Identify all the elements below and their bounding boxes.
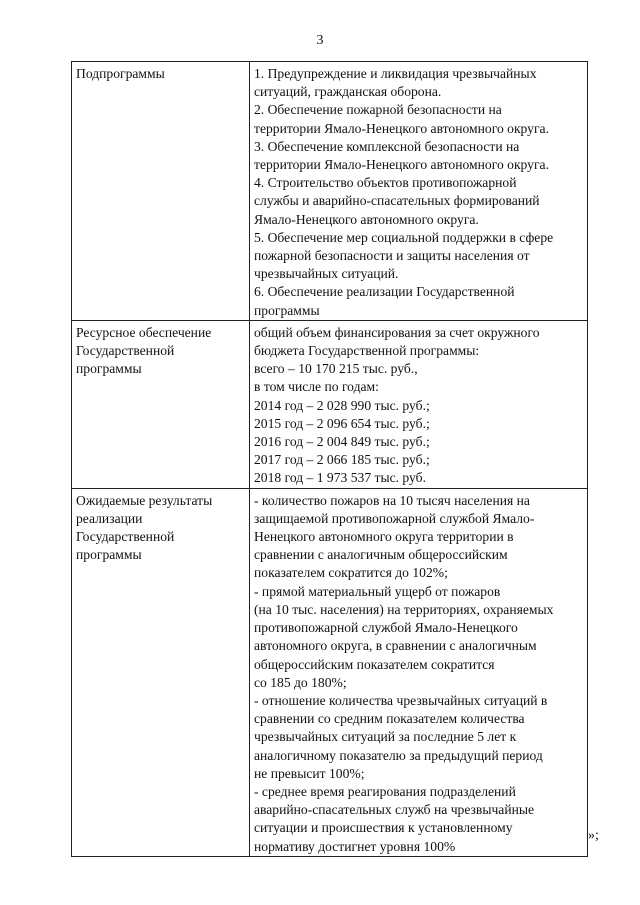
table-row — [72, 62, 588, 321]
row-content-line: 6. Обеспечение реализации Государственной — [254, 284, 515, 300]
row-content-line: 2016 год – 2 004 849 тыс. руб.; — [254, 434, 430, 450]
row-content-line: 2014 год – 2 028 990 тыс. руб.; — [254, 397, 430, 413]
row-label-cell — [72, 488, 250, 856]
row-label-line: программы — [76, 547, 142, 563]
row-content-line: чрезвычайных ситуаций за последние 5 лет к — [254, 729, 517, 745]
row-content-line: 4. Строительство объектов противопожарной — [254, 175, 517, 191]
row-content-line: территории Ямало-Ненецкого автономного округа. — [254, 120, 549, 136]
row-content-line: со 185 до 180%; — [254, 674, 347, 690]
row-label-line: Государственной — [76, 343, 175, 359]
row-content-line: - отношение количества чрезвычайных ситуаций в — [254, 692, 548, 708]
row-content-line: автономного округа, в сравнении с аналогичным — [254, 638, 537, 654]
row-content-line: Ненецкого автономного округа территории в — [254, 529, 514, 545]
row-content-line: 5. Обеспечение мер социальной поддержки в сфере — [254, 229, 554, 245]
closing-quote-mark: »; — [588, 828, 599, 843]
row-content-line: сравнении с аналогичным общероссийским — [254, 547, 508, 563]
row-content-line: противопожарной службой Ямало-Ненецкого — [254, 620, 518, 636]
program-passport-table — [71, 61, 588, 857]
row-content-line: программы — [254, 302, 320, 318]
row-content-line: - количество пожаров на 10 тысяч населения на — [254, 492, 530, 508]
row-content-line: сравнении со средним показателем количества — [254, 711, 525, 727]
row-label-line: Государственной — [76, 529, 175, 545]
row-content-line: - среднее время реагирования подразделений — [254, 783, 516, 799]
row-content-line: 2015 год – 2 096 654 тыс. руб.; — [254, 415, 430, 431]
row-label-line: Ресурсное обеспечение — [76, 324, 212, 340]
row-content-line: (на 10 тыс. населения) на территориях, охраняемых — [254, 601, 554, 617]
row-content-line: не превысит 100%; — [254, 765, 365, 781]
row-content-line: чрезвычайных ситуаций. — [254, 266, 399, 282]
row-content-cell — [250, 488, 588, 856]
row-content-line: показателем сократится до 102%; — [254, 565, 448, 581]
row-content-cell — [250, 320, 588, 488]
table-body — [72, 62, 588, 857]
row-content-line: Ямало-Ненецкого автономного округа. — [254, 211, 479, 227]
row-content-line: - прямой материальный ущерб от пожаров — [254, 583, 501, 599]
row-label-line: Ожидаемые результаты — [76, 492, 213, 508]
row-content-line: службы и аварийно-спасательных формирований — [254, 193, 540, 209]
row-content-line: 2. Обеспечение пожарной безопасности на — [254, 102, 502, 118]
row-label-cell — [72, 62, 250, 321]
row-content-line: аналогичному показателю за предыдущий период — [254, 747, 543, 763]
row-content-line: защищаемой противопожарной службой Ямало- — [254, 510, 535, 526]
row-content-line: ситуации и происшествия к установленному — [254, 820, 513, 836]
row-content-line: территории Ямало-Ненецкого автономного округа. — [254, 157, 549, 173]
row-content-line: общий объем финансирования за счет окружного — [254, 324, 540, 340]
row-content-line: пожарной безопасности и защиты населения от — [254, 248, 530, 264]
row-content-line: ситуаций, гражданская оборона. — [254, 84, 442, 100]
row-content-line: в том числе по годам: — [254, 379, 379, 395]
row-content-line: нормативу достигнет уровня 100% — [254, 838, 456, 854]
row-content-line: аварийно-спасательных служб на чрезвычайные — [254, 802, 535, 818]
row-content-line: 2018 год – 1 973 537 тыс. руб. — [254, 470, 426, 486]
row-content-line: 1. Предупреждение и ликвидация чрезвычайных — [254, 66, 537, 81]
row-content-line: 2017 год – 2 066 185 тыс. руб.; — [254, 452, 430, 468]
page-number: 3 — [316, 33, 324, 48]
row-label-line: Подпрограммы — [76, 66, 165, 81]
table-row — [72, 488, 588, 856]
row-content-line: общероссийским показателем сократится — [254, 656, 495, 672]
row-content-line: бюджета Государственной программы: — [254, 343, 480, 359]
table-row — [72, 320, 588, 488]
row-content-line: всего – 10 170 215 тыс. руб., — [254, 361, 418, 377]
row-content-line: 3. Обеспечение комплексной безопасности на — [254, 138, 520, 154]
row-label-line: программы — [76, 361, 142, 377]
row-content-cell — [250, 62, 588, 321]
row-label-cell — [72, 320, 250, 488]
row-label-line: реализации — [76, 510, 143, 526]
